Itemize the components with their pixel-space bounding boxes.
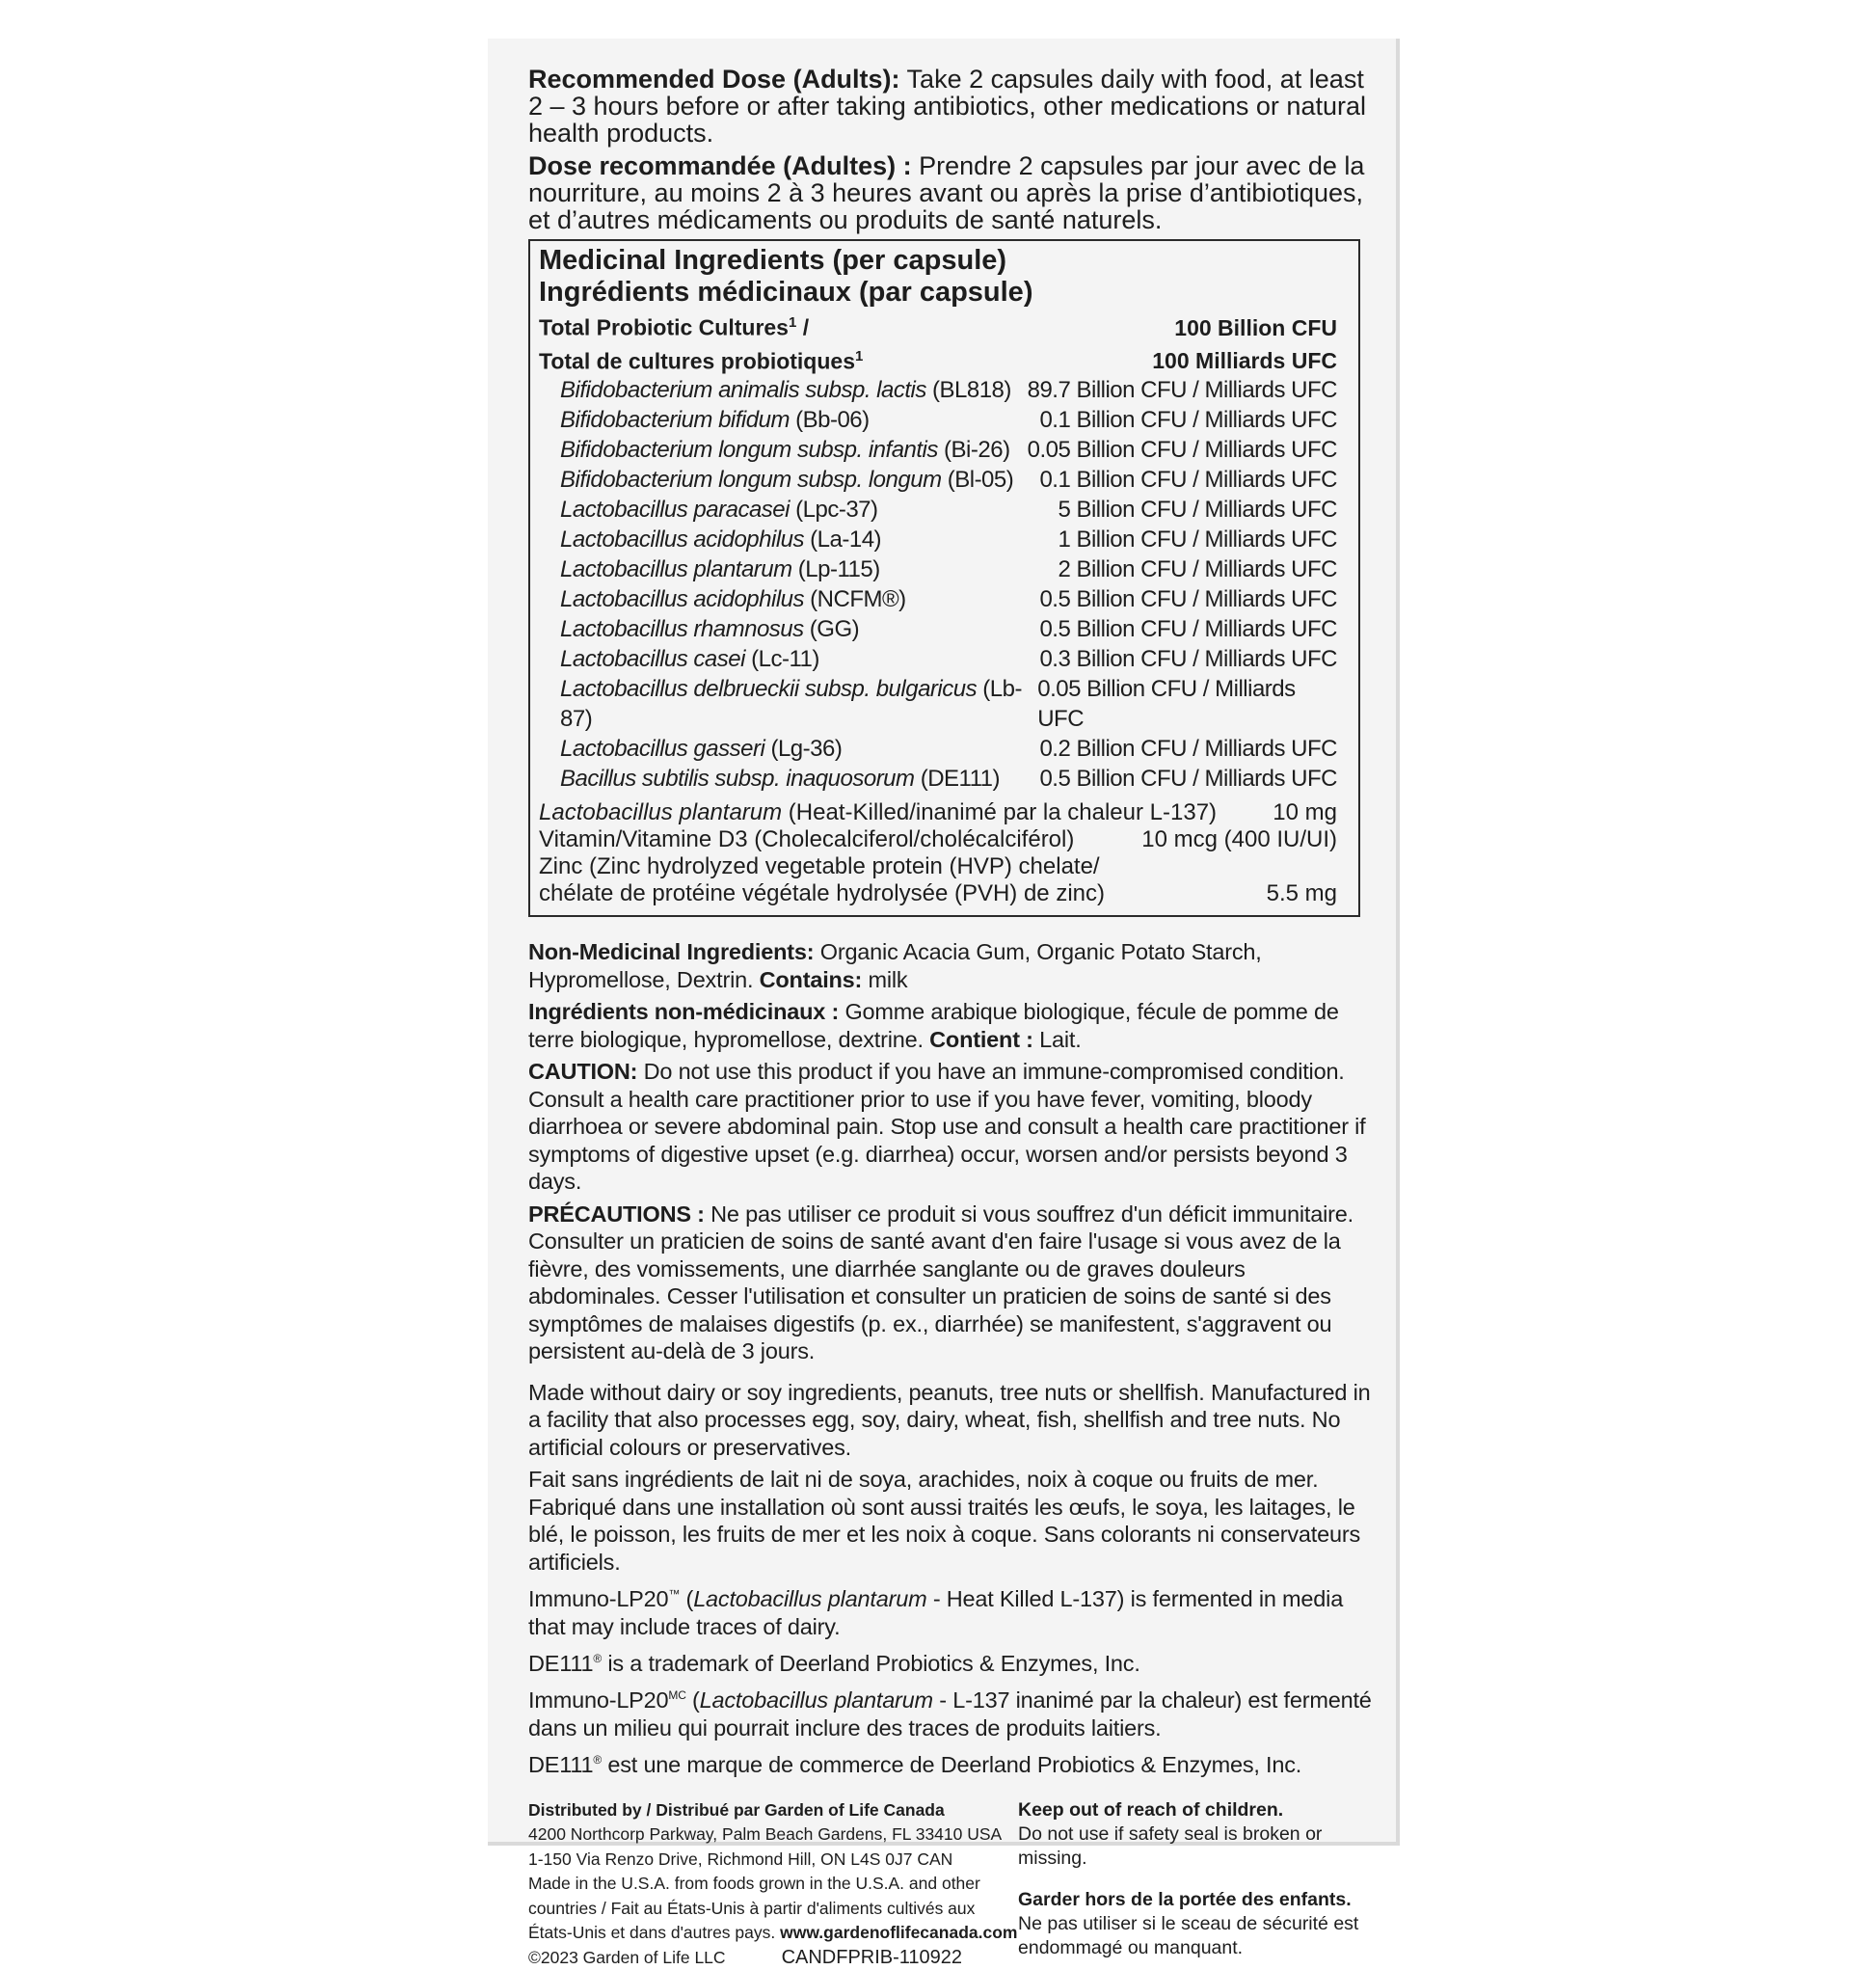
contains-label: Contains: [759,966,863,992]
lp20-brand: Immuno-LP20 [528,1586,669,1612]
dose-fr [528,152,1377,233]
website-link: www.gardenoflifecanada.com [780,1923,1018,1943]
lp20-open: ( [680,1586,694,1612]
contient-label: Contient : [929,1026,1033,1052]
strain-name: Lactobacillus paracasei [560,497,790,524]
address-canada: 1-150 Via Renzo Drive, Richmond Hill, ON L4S 0J7 CAN [528,1849,953,1869]
total-cultures-en-value: 100 Billion CFU [1174,314,1337,340]
allergen-fr: Fait sans ingrédients de lait ni de soya, arachides, noix à coque ou fruits de mer. Fabriqué dans une installation où sont aussi traités les œufs, le soya, les laitages, le blé, le poisson, les fruits de mer et les noix à coque. Sans colorants ni conservateurs artificiels. [528,1467,1361,1575]
non-medicinal-en-label: Non-Medicinal Ingredients: [528,939,815,965]
strain-value: 0.05 Billion CFU / Milliards UFC [1037,676,1296,733]
zinc-line-1: Zinc (Zinc hydrolyzed vegetable protein (HVP) chelate/ [539,853,1100,880]
footnote-mark: 1 [855,347,864,364]
allergen-en: Made without dairy or soy ingredients, peanuts, tree nuts or shellfish. Manufactured in a facility that also processes egg, soy, dairy, wheat, fish, shellfish and tree nuts. No artificial colours or preservatives. [528,1379,1371,1460]
strain-row [539,375,1337,405]
strain-code: (Lb-87) [560,676,1022,733]
strain-code: (Lc-11) [744,646,819,673]
distributed-by: Distributed by / Distribué par Garden of Life Canada [528,1799,945,1820]
caution-en [528,1058,1377,1196]
vitamin-d3-value: 10 mcg (400 IU/UI) [1141,826,1337,853]
caution-fr [528,1201,1377,1365]
strain-row [539,764,1337,794]
made-in-text: Made in the U.S.A. from foods grown in the U.S.A. and other countries / Fait au États-Unis à partir d'aliments cultivés aux États-Unis et dans d'autres pays. [528,1874,980,1943]
zinc-value: 5.5 mg [1266,880,1337,907]
strain-name: Bifidobacterium longum subsp. longum [560,467,942,494]
strain-row [539,644,1337,674]
strain-value: 0.1 Billion CFU / Milliards UFC [1039,467,1337,494]
heat-killed-name: Lactobacillus plantarum [539,799,783,826]
registered-mark: ® [593,1652,603,1666]
non-medicinal-en [528,938,1377,993]
total-cultures-en-label: Total Probiotic Cultures [539,314,789,340]
total-cultures-en [539,309,809,342]
ingredients-title-fr: Ingrédients médicinaux (par capsule) [539,277,1033,308]
strain-name: Lactobacillus plantarum [560,556,792,583]
copyright: ©2023 Garden of Life LLC [528,1947,726,1967]
strain-row [539,465,1337,495]
strain-name: Bifidobacterium animalis subsp. lactis [560,377,926,404]
ingredients-title-en: Medicinal Ingredients (per capsule) [539,245,1007,276]
strain-value: 5 Billion CFU / Milliards UFC [1058,497,1337,524]
dose-fr-label: Dose recommandée (Adultes) : [528,151,912,180]
label-content [528,66,1377,1970]
vitamin-d3-text: Vitamin/Vitamine D3 (Cholecalciferol/cholécalciférol) [539,826,1075,853]
strain-name: Lactobacillus rhamnosus [560,616,804,643]
strain-value: 0.1 Billion CFU / Milliards UFC [1039,407,1337,434]
label-panel [488,39,1400,1968]
strain-name: Bifidobacterium longum subsp. infantis [560,437,938,464]
dose-en [528,66,1377,147]
caution-en-label: CAUTION: [528,1059,638,1085]
strain-value: 1 Billion CFU / Milliards UFC [1058,526,1337,553]
strain-name: Lactobacillus gasseri [560,736,765,763]
strain-code: (Lpc-37) [789,497,878,524]
made-in [528,1872,1018,1946]
strain-value: 0.3 Billion CFU / Milliards UFC [1039,646,1337,673]
strain-name: Bacillus subtilis subsp. inaquosorum [560,766,915,793]
contains-text: milk [862,966,908,992]
strain-code: (Bb-06) [789,407,870,434]
registered-mark: ® [593,1753,603,1768]
heat-killed-row [539,799,1337,826]
total-cultures-fr-label: Total de cultures probiotiques [539,348,855,374]
seal-warning-en: Do not use if safety seal is broken or missing. [1018,1822,1323,1869]
lp20-fr-rest: - L-137 inanimé par la chaleur) est fermenté dans un milieu qui pourrait inclure des traces de produits laitiers. [528,1687,1372,1741]
total-cultures-en-suffix: / [796,314,810,340]
strain-value: 0.5 Billion CFU / Milliards UFC [1039,586,1337,613]
lp20-note-fr [528,1682,1377,1741]
strain-row [539,554,1337,584]
keep-out-fr: Garder hors de la portée des enfants. [1018,1888,1352,1910]
lp20-en-rest: - Heat Killed L-137) is fermented in media that may include traces of dairy. [528,1586,1344,1639]
strain-name: Lactobacillus acidophilus [560,526,804,553]
strain-code: (Bi-26) [937,437,1010,464]
strain-name: Lactobacillus delbrueckii subsp. bulgaricus [560,676,978,703]
strain-value: 0.2 Billion CFU / Milliards UFC [1039,736,1337,763]
strain-code: (La-14) [804,526,882,553]
strain-code: (Lp-115) [791,556,880,583]
strain-row [539,674,1337,734]
strain-value: 89.7 Billion CFU / Milliards UFC [1027,377,1337,404]
lp20-brand: Immuno-LP20 [528,1687,669,1714]
total-cultures-fr-row [539,342,1337,376]
non-medicinal-fr-label: Ingrédients non-médicinaux : [528,999,840,1025]
total-cultures-fr [539,342,863,376]
zinc-row [539,880,1337,907]
strain-value: 2 Billion CFU / Milliards UFC [1058,556,1337,583]
strain-row [539,525,1337,554]
trademark-mark: ™ [668,1587,681,1602]
seal-warning-fr: Ne pas utiliser si le sceau de sécurité est endommagé ou manquant. [1018,1912,1359,1958]
total-cultures-fr-value: 100 Milliards UFC [1152,348,1337,374]
de111-note-fr [528,1746,1377,1778]
strain-code: (DE111) [914,766,1001,793]
heat-killed-value: 10 mg [1273,799,1337,826]
non-medicinal-fr [528,998,1377,1053]
strain-value: 0.5 Billion CFU / Milliards UFC [1039,766,1337,793]
keep-out-en: Keep out of reach of children. [1018,1798,1284,1821]
strain-code: (GG) [803,616,860,643]
mc-mark: MC [668,1688,686,1703]
lp20-note-en [528,1580,1377,1640]
copyright-row [528,1946,1018,1970]
strain-code: (Lg-36) [764,736,843,763]
strain-row [539,614,1337,644]
strain-name: Bifidobacterium bifidum [560,407,790,434]
product-code: CANDFPRIB-110922 [781,1946,963,1968]
de111-brand: DE111 [528,1752,594,1778]
non-medicinal-en-text: Organic Acacia Gum, Organic Potato Starch, Hypromellose, Dextrin. [528,939,1262,992]
caution-en-text: Do not use this product if you have an immune-compromised condition. Consult a health care practitioner prior to use if you have fever, vomiting, bloody diarrhoea or severe abdominal pain. Stop use and consult a health care practitioner if symptoms of digestive upset (e.g. diarrhea) occur, worsen and/or persists beyond 3 days. [528,1059,1366,1195]
strain-list [539,375,1337,794]
heat-killed-text: (Heat-Killed/inanimé par la chaleur L-137) [782,799,1218,826]
caution-fr-label: PRÉCAUTIONS : [528,1201,705,1227]
strain-code: (NCFM®) [804,586,906,613]
dose-en-text: Take 2 capsules daily with food, at least 2 – 3 hours before or after taking antibiotics, other medications or natural health products. [528,65,1366,148]
medicinal-ingredients-box [528,239,1360,917]
dose-en-label: Recommended Dose (Adults): [528,65,900,94]
strain-code: (Bl-05) [941,467,1014,494]
footer [528,1798,1377,1970]
strain-row [539,734,1337,764]
strain-row [539,495,1337,525]
distributor-info [528,1798,1018,1970]
strain-row [539,584,1337,614]
safety-warnings [1018,1798,1365,1970]
address-usa: 4200 Northcorp Parkway, Palm Beach Gardens, FL 33410 USA [528,1824,1003,1845]
strain-code: (BL818) [925,377,1011,404]
strain-value: 0.05 Billion CFU / Milliards UFC [1027,437,1337,464]
caution-fr-text: Ne pas utiliser ce produit si vous souffrez d'un déficit immunitaire. Consulter un praticien de soins de santé avant d'en faire l'usage si vous avez de la fièvre, des vomissements, une diarrhée sanglante ou de graves douleurs abdominales. Cesser l'utilisation et consulter un praticien de soins de santé si des symptômes de malaises digestifs (p. ex., diarrhée) se manifestent, s'aggravent ou persistent au-delà de 3 jours. [528,1201,1353,1364]
lp20-species: Lactobacillus plantarum [693,1586,927,1612]
vitamin-d3-row [539,826,1337,853]
lp20-open: ( [685,1687,700,1714]
de111-brand: DE111 [528,1650,594,1676]
strain-name: Lactobacillus casei [560,646,745,673]
zinc-line-2: chélate de protéine végétale hydrolysée (PVH) de zinc) [539,880,1105,907]
strain-row [539,435,1337,465]
strain-row [539,405,1337,435]
de111-note-en [528,1645,1377,1677]
de111-fr-rest: est une marque de commerce de Deerland Probiotics & Enzymes, Inc. [602,1752,1302,1778]
non-medicinal-fr-text: Gomme arabique biologique, fécule de pomme de terre biologique, hypromellose, dextrine. [528,999,1339,1052]
footnote-mark: 1 [788,314,797,331]
de111-en-rest: is a trademark of Deerland Probiotics & Enzymes, Inc. [602,1650,1140,1676]
dose-fr-text: Prendre 2 capsules par jour avec de la nourriture, au moins 2 à 3 heures avant ou après la prise d’antibiotiques, et d’autres médicaments ou produits de santé naturels. [528,151,1365,234]
strain-value: 0.5 Billion CFU / Milliards UFC [1039,616,1337,643]
total-cultures-en-row [539,309,1337,342]
strain-name: Lactobacillus acidophilus [560,586,804,613]
lp20-species: Lactobacillus plantarum [699,1687,933,1714]
contient-text: Lait. [1032,1026,1082,1052]
